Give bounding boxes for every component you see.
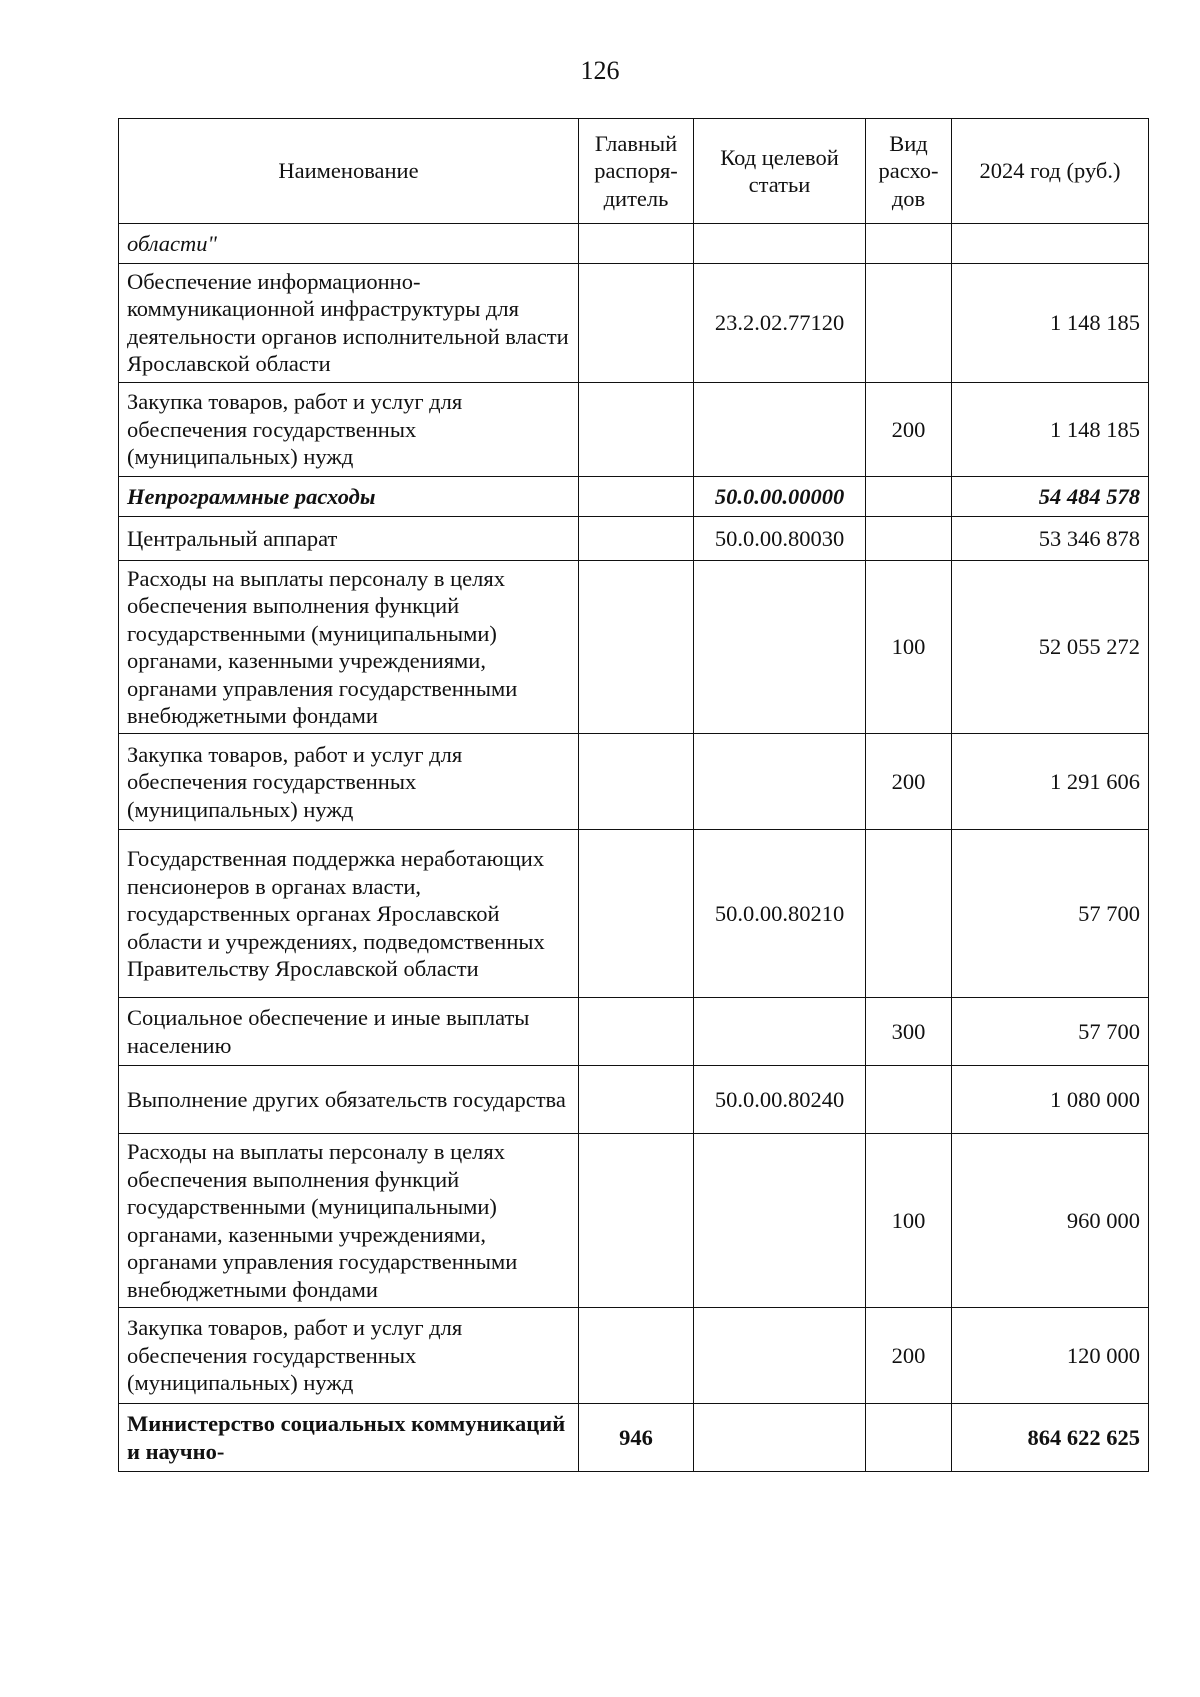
row-amount: 53 346 878 — [952, 516, 1149, 560]
row-type — [866, 830, 952, 998]
table-row — [119, 560, 1149, 734]
row-type — [866, 476, 952, 516]
row-name: Закупка товаров, работ и услуг для обеспечения государственных (муниципальных) нужд — [119, 382, 579, 476]
row-amount: 1 148 185 — [952, 264, 1149, 383]
row-manager — [579, 516, 694, 560]
header-main-manager: Главный распоря-дитель — [579, 119, 694, 224]
row-amount: 57 700 — [952, 998, 1149, 1066]
table-row — [119, 264, 1149, 383]
row-code: 23.2.02.77120 — [694, 264, 866, 383]
table-row — [119, 224, 1149, 264]
header-name: Наименование — [119, 119, 579, 224]
row-manager — [579, 476, 694, 516]
row-code: 50.0.00.80210 — [694, 830, 866, 998]
header-target-code: Код целевой статьи — [694, 119, 866, 224]
row-code — [694, 382, 866, 476]
row-manager — [579, 382, 694, 476]
row-manager: 946 — [579, 1404, 694, 1472]
row-name: Расходы на выплаты персоналу в целях обеспечения выполнения функций государственными (муниципальными) органами, казенными учреждениями, органами управления государственными внебюджетными фондами — [119, 560, 579, 734]
row-type: 100 — [866, 560, 952, 734]
row-name: Министерство социальных коммуникаций и научно- — [119, 1404, 579, 1472]
row-code: 50.0.00.80240 — [694, 1066, 866, 1134]
row-type — [866, 264, 952, 383]
row-amount: 54 484 578 — [952, 476, 1149, 516]
table-row — [119, 830, 1149, 998]
page-number: 126 — [580, 56, 620, 85]
row-name: Расходы на выплаты персоналу в целях обеспечения выполнения функций государственными (муниципальными) органами, казенными учреждениями, органами управления государственными внебюджетными фондами — [119, 1134, 579, 1308]
row-amount: 57 700 — [952, 830, 1149, 998]
row-code — [694, 734, 866, 830]
row-type: 200 — [866, 382, 952, 476]
header-expense-type: Вид расхо-дов — [866, 119, 952, 224]
table-header-row — [119, 119, 1149, 224]
row-manager — [579, 264, 694, 383]
row-code: 50.0.00.80030 — [694, 516, 866, 560]
row-amount: 1 080 000 — [952, 1066, 1149, 1134]
row-type: 300 — [866, 998, 952, 1066]
table-row — [119, 734, 1149, 830]
row-name: области" — [119, 224, 579, 264]
row-amount: 52 055 272 — [952, 560, 1149, 734]
row-manager — [579, 224, 694, 264]
row-code — [694, 1134, 866, 1308]
row-code — [694, 224, 866, 264]
row-amount: 1 148 185 — [952, 382, 1149, 476]
row-code — [694, 1404, 866, 1472]
row-code — [694, 1308, 866, 1404]
row-type: 200 — [866, 1308, 952, 1404]
table-row — [119, 516, 1149, 560]
table-row — [119, 1066, 1149, 1134]
row-name: Закупка товаров, работ и услуг для обеспечения государственных (муниципальных) нужд — [119, 1308, 579, 1404]
row-name: Выполнение других обязательств государства — [119, 1066, 579, 1134]
row-manager — [579, 1134, 694, 1308]
budget-table — [118, 118, 1149, 1472]
row-manager — [579, 1308, 694, 1404]
row-name: Социальное обеспечение и иные выплаты населению — [119, 998, 579, 1066]
row-type — [866, 516, 952, 560]
table-row — [119, 476, 1149, 516]
row-amount — [952, 224, 1149, 264]
row-manager — [579, 830, 694, 998]
row-code — [694, 560, 866, 734]
row-name: Закупка товаров, работ и услуг для обеспечения государственных (муниципальных) нужд — [119, 734, 579, 830]
row-type — [866, 1404, 952, 1472]
row-name: Центральный аппарат — [119, 516, 579, 560]
row-type: 200 — [866, 734, 952, 830]
row-type — [866, 1066, 952, 1134]
row-amount: 864 622 625 — [952, 1404, 1149, 1472]
row-name: Государственная поддержка неработающих пенсионеров в органах власти, государственных органах Ярославской области и учреждениях, подведомственных Правительству Ярославской области — [119, 830, 579, 998]
row-name: Обеспечение информационно-коммуникационной инфраструктуры для деятельности органов исполнительной власти Ярославской области — [119, 264, 579, 383]
row-amount: 960 000 — [952, 1134, 1149, 1308]
row-type: 100 — [866, 1134, 952, 1308]
table-row — [119, 1134, 1149, 1308]
row-code — [694, 998, 866, 1066]
table-row — [119, 1308, 1149, 1404]
row-manager — [579, 734, 694, 830]
table-row — [119, 382, 1149, 476]
header-year: 2024 год (руб.) — [952, 119, 1149, 224]
table-row — [119, 1404, 1149, 1472]
row-amount: 1 291 606 — [952, 734, 1149, 830]
row-manager — [579, 998, 694, 1066]
row-amount: 120 000 — [952, 1308, 1149, 1404]
row-code: 50.0.00.00000 — [694, 476, 866, 516]
row-type — [866, 224, 952, 264]
row-manager — [579, 560, 694, 734]
table-row — [119, 998, 1149, 1066]
row-name: Непрограммные расходы — [119, 476, 579, 516]
row-manager — [579, 1066, 694, 1134]
